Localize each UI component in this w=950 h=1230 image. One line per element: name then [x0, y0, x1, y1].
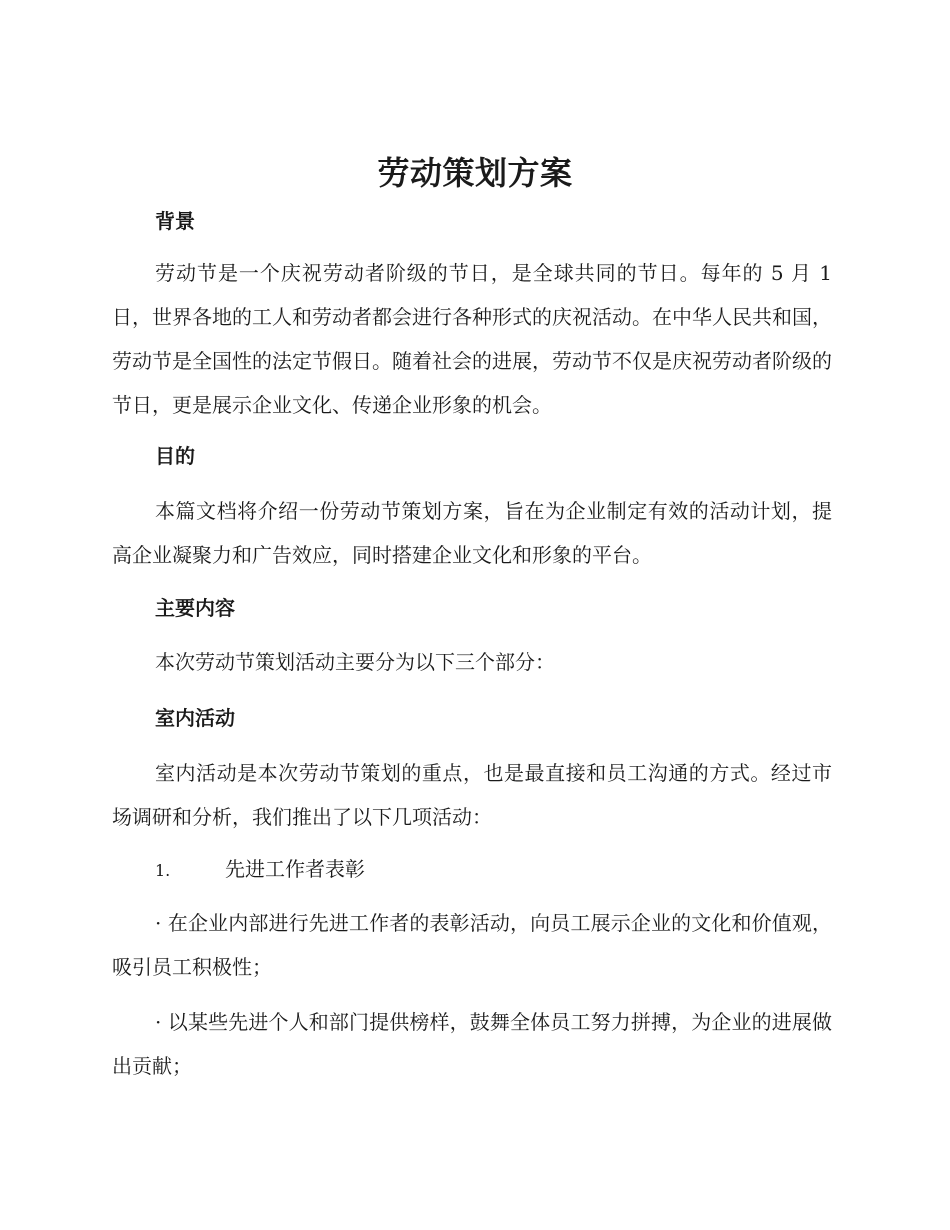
list-item-number: 1. [155, 861, 171, 880]
document-title: 劳动策划方案 [377, 154, 573, 192]
list-item-1 [155, 855, 365, 885]
paragraph-background: 劳动节是一个庆祝劳动者阶级的节日，是全球共同的节日。每年的 5 月 1 日，世界各地的工人和劳动者都会进行各种形式的庆祝活动。在中华人民共和国，劳动节是全国性的法定节假日。随着社会的进展，劳动节不仅是庆祝劳动者阶级的节日，更是展示企业文化、传递企业形象的机会。 [112, 261, 832, 417]
heading-background: 背景 [155, 209, 195, 233]
paragraph-main-content: 本次劳动节策划活动主要分为以下三个部分： [155, 650, 555, 674]
list-item-label: 先进工作者表彰 [225, 857, 365, 881]
heading-main-content: 主要内容 [155, 596, 235, 620]
bullet-paragraph-1: · 在企业内部进行先进工作者的表彰活动，向员工展示企业的文化和价值观，吸引员工积极性； [112, 911, 832, 979]
bullet-paragraph-2: · 以某些先进个人和部门提供榜样，鼓舞全体员工努力拼搏，为企业的进展做出贡献； [112, 1010, 832, 1078]
paragraph-purpose: 本篇文档将介绍一份劳动节策划方案，旨在为企业制定有效的活动计划，提高企业凝聚力和广告效应，同时搭建企业文化和形象的平台。 [112, 499, 832, 567]
paragraph-indoor-activities: 室内活动是本次劳动节策划的重点，也是最直接和员工沟通的方式。经过市场调研和分析，我们推出了以下几项活动： [112, 761, 832, 829]
heading-purpose: 目的 [155, 444, 195, 468]
heading-indoor-activities: 室内活动 [155, 706, 235, 730]
